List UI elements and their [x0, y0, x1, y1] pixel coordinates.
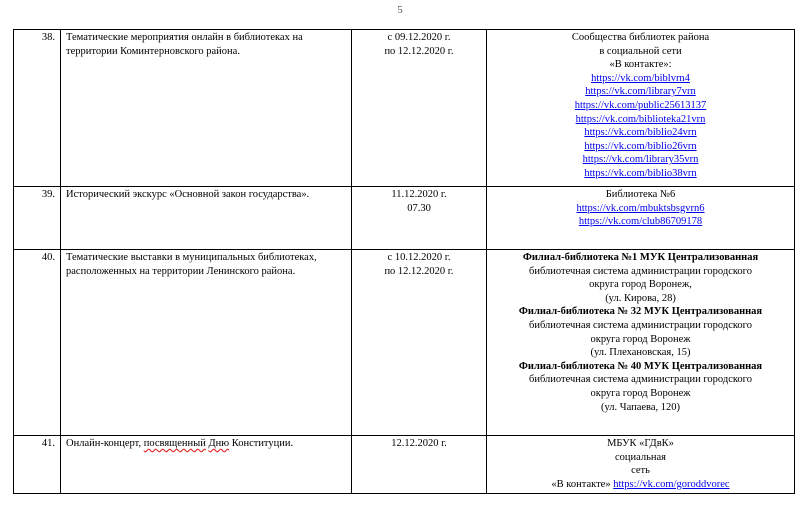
- place-line: [492, 451, 789, 465]
- branch-name: Филиал-библиотека №1 МУК Централизованная: [522, 252, 759, 263]
- vk-link[interactable]: https://vk.com/biblio24vrn: [584, 127, 697, 139]
- table-row: [14, 187, 795, 250]
- contact-line: [492, 478, 789, 492]
- vk-link[interactable]: https://vk.com/library35vrn: [582, 154, 699, 166]
- branch-city: округа город Воронеж: [590, 333, 691, 345]
- row-number: 41.: [14, 436, 61, 494]
- title-text: Онлайн-концерт,: [66, 438, 142, 449]
- event-title: Исторический экскурс «Основной закон государства».: [61, 187, 352, 250]
- row-number: 38.: [14, 30, 61, 187]
- event-place: [487, 30, 795, 187]
- date-line: с 10.12.2020 г.: [387, 252, 451, 263]
- row-number: 40.: [14, 250, 61, 436]
- page-number: 5: [397, 4, 403, 16]
- time-line: 07.30: [407, 202, 431, 214]
- row-number: 39.: [14, 187, 61, 250]
- org-name: МБУК «ГДвК»: [607, 438, 674, 449]
- event-date: [352, 250, 487, 436]
- table-row: [14, 250, 795, 436]
- vk-link[interactable]: https://vk.com/goroddvorec: [613, 478, 730, 490]
- vk-link[interactable]: https://vk.com/biblioteka21vrn: [575, 113, 706, 125]
- branch-address: (ул. Кирова, 28): [605, 292, 676, 304]
- event-title: Тематические мероприятия онлайн в библиотеках на территории Коминтерновского района.: [61, 30, 352, 187]
- place-text: социальная: [614, 451, 667, 463]
- branch-desc: библиотечная система администрации городского: [529, 319, 752, 331]
- branch-name: Филиал-библиотека № 32 МУК Централизованная: [518, 306, 763, 318]
- place-line: «В контакте»:: [609, 59, 672, 71]
- branch-desc: библиотечная система администрации городского: [529, 265, 752, 277]
- event-date: [352, 187, 487, 250]
- branch-desc: библиотечная система администрации городского: [529, 374, 752, 386]
- branch-address: (ул. Чапаева, 120): [600, 401, 681, 413]
- place-line: сеть: [631, 465, 650, 477]
- vk-link[interactable]: https://vk.com/biblio26vrn: [584, 140, 697, 152]
- vk-link[interactable]: https://vk.com/biblvrn4: [591, 72, 690, 84]
- event-place: [487, 436, 795, 494]
- event-title: [61, 436, 352, 494]
- table-row: [14, 30, 795, 187]
- date-line: 11.12.2020 г.: [391, 189, 447, 200]
- event-date: [352, 30, 487, 187]
- date-line: по 12.12.2020 г.: [384, 265, 454, 277]
- event-title: Тематические выставки в муниципальных библиотеках, расположенных на территории Ленинского района.: [61, 250, 352, 436]
- place-line: [492, 31, 789, 45]
- events-table: [13, 29, 795, 494]
- place-line: в социальной сети: [599, 45, 682, 57]
- date-line: с 09.12.2020 г.: [387, 32, 451, 43]
- vk-link[interactable]: https://vk.com/public25613137: [574, 99, 707, 111]
- branch-city: округа город Воронеж: [590, 387, 691, 399]
- place-text: Сообщества библиотек района: [571, 32, 710, 43]
- place-line: Библиотека №6: [605, 189, 676, 200]
- event-place: [487, 187, 795, 250]
- title-word: Дню: [208, 438, 230, 449]
- branch-city: округа город Воронеж,: [589, 279, 692, 291]
- title-text: Конституции.: [229, 438, 294, 449]
- vk-link[interactable]: https://vk.com/library7vrn: [585, 86, 696, 98]
- date-line: по 12.12.2020 г.: [384, 45, 454, 57]
- title-word: посвященный: [143, 438, 206, 449]
- vk-link[interactable]: https://vk.com/mbuktsbsgvrn6: [576, 202, 705, 214]
- date-line: 12.12.2020 г.: [391, 438, 447, 449]
- event-place: [487, 250, 795, 436]
- event-date: [352, 436, 487, 494]
- branch-name: Филиал-библиотека № 40 МУК Централизованная: [518, 360, 763, 372]
- vk-link[interactable]: https://vk.com/biblio38vrn: [584, 167, 697, 179]
- branch-address: (ул. Плехановская, 15): [590, 347, 691, 359]
- table-row: [14, 436, 795, 494]
- contact-prefix: «В контакте»: [551, 478, 611, 490]
- vk-link[interactable]: https://vk.com/club86709178: [578, 216, 703, 228]
